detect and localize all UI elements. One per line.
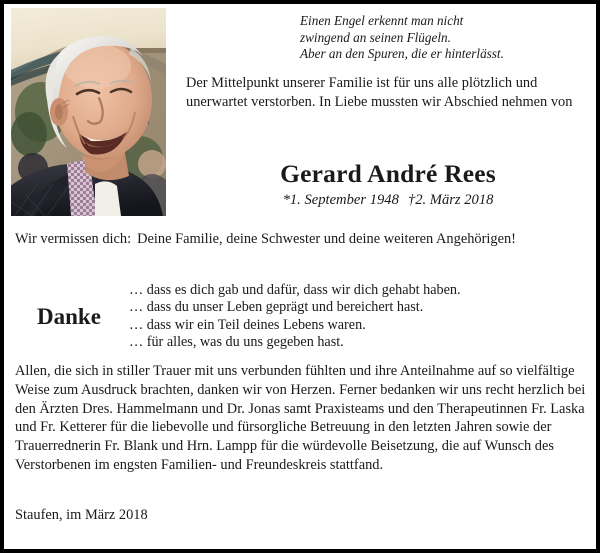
intro-paragraph: Der Mittelpunkt unserer Familie ist für uns alle plötzlich und unerwartet verstorben. In Liebe mussten wir Abschied nehmen von (186, 75, 573, 110)
danke-line-2: … dass du unser Leben geprägt und bereichert hast. (129, 299, 424, 316)
death-date: †2. März 2018 (407, 192, 494, 208)
closing-paragraph: Allen, die sich in stiller Trauer mit uns verbunden fühlten und ihre Anteilnahme auf so vielfältige Weise zum Ausdruck brachten, danken wir von Herzen. Ferner bedanken wir uns recht herzlich bei den Ärzten Dres. Hammelmann und Dr. Jonas samt Praxisteams und den Therapeutinnen Fr. Laska und Fr. Ketterer für die liebevolle und fürsorgliche Betreuung in den letzten Jahren sowie der Trauerrednerin Fr. Blank und Hrn. Lampp für die würdevolle Beisetzung, die auf Wunsch des Verstorbenen im engsten Familien- und Freundeskreis stattfand. (15, 363, 586, 473)
danke-line-1: … dass es dich gab und dafür, dass wir dich gehabt haben. (129, 282, 461, 298)
portrait-photo-image (11, 8, 166, 216)
danke-list (129, 282, 529, 352)
epigraph (300, 13, 600, 63)
epigraph-line-2: zwingend an seinen Flügeln. (300, 29, 451, 45)
missing-family: Deine Familie, deine Schwester und deine weiteren Angehörigen! (137, 231, 516, 247)
missing-statement (15, 230, 535, 249)
epigraph-line-3: Aber an den Spuren, die er hinterlässt. (300, 46, 504, 61)
danke-line-3: … dass wir ein Teil deines Lebens waren. (129, 316, 366, 333)
life-dates (186, 192, 590, 209)
birth-date: *1. September 1948 (282, 192, 399, 208)
portrait-photo (11, 8, 166, 216)
danke-heading: Danke (37, 304, 101, 329)
epigraph-line-1: Einen Engel erkennt man nicht (300, 13, 464, 28)
danke-line-4: … für alles, was du uns gegeben hast. (129, 334, 344, 351)
missing-label: Wir vermissen dich: (15, 231, 132, 247)
place-and-date: Staufen, im März 2018 (15, 507, 148, 523)
deceased-name: Gerard André Rees (280, 159, 496, 188)
